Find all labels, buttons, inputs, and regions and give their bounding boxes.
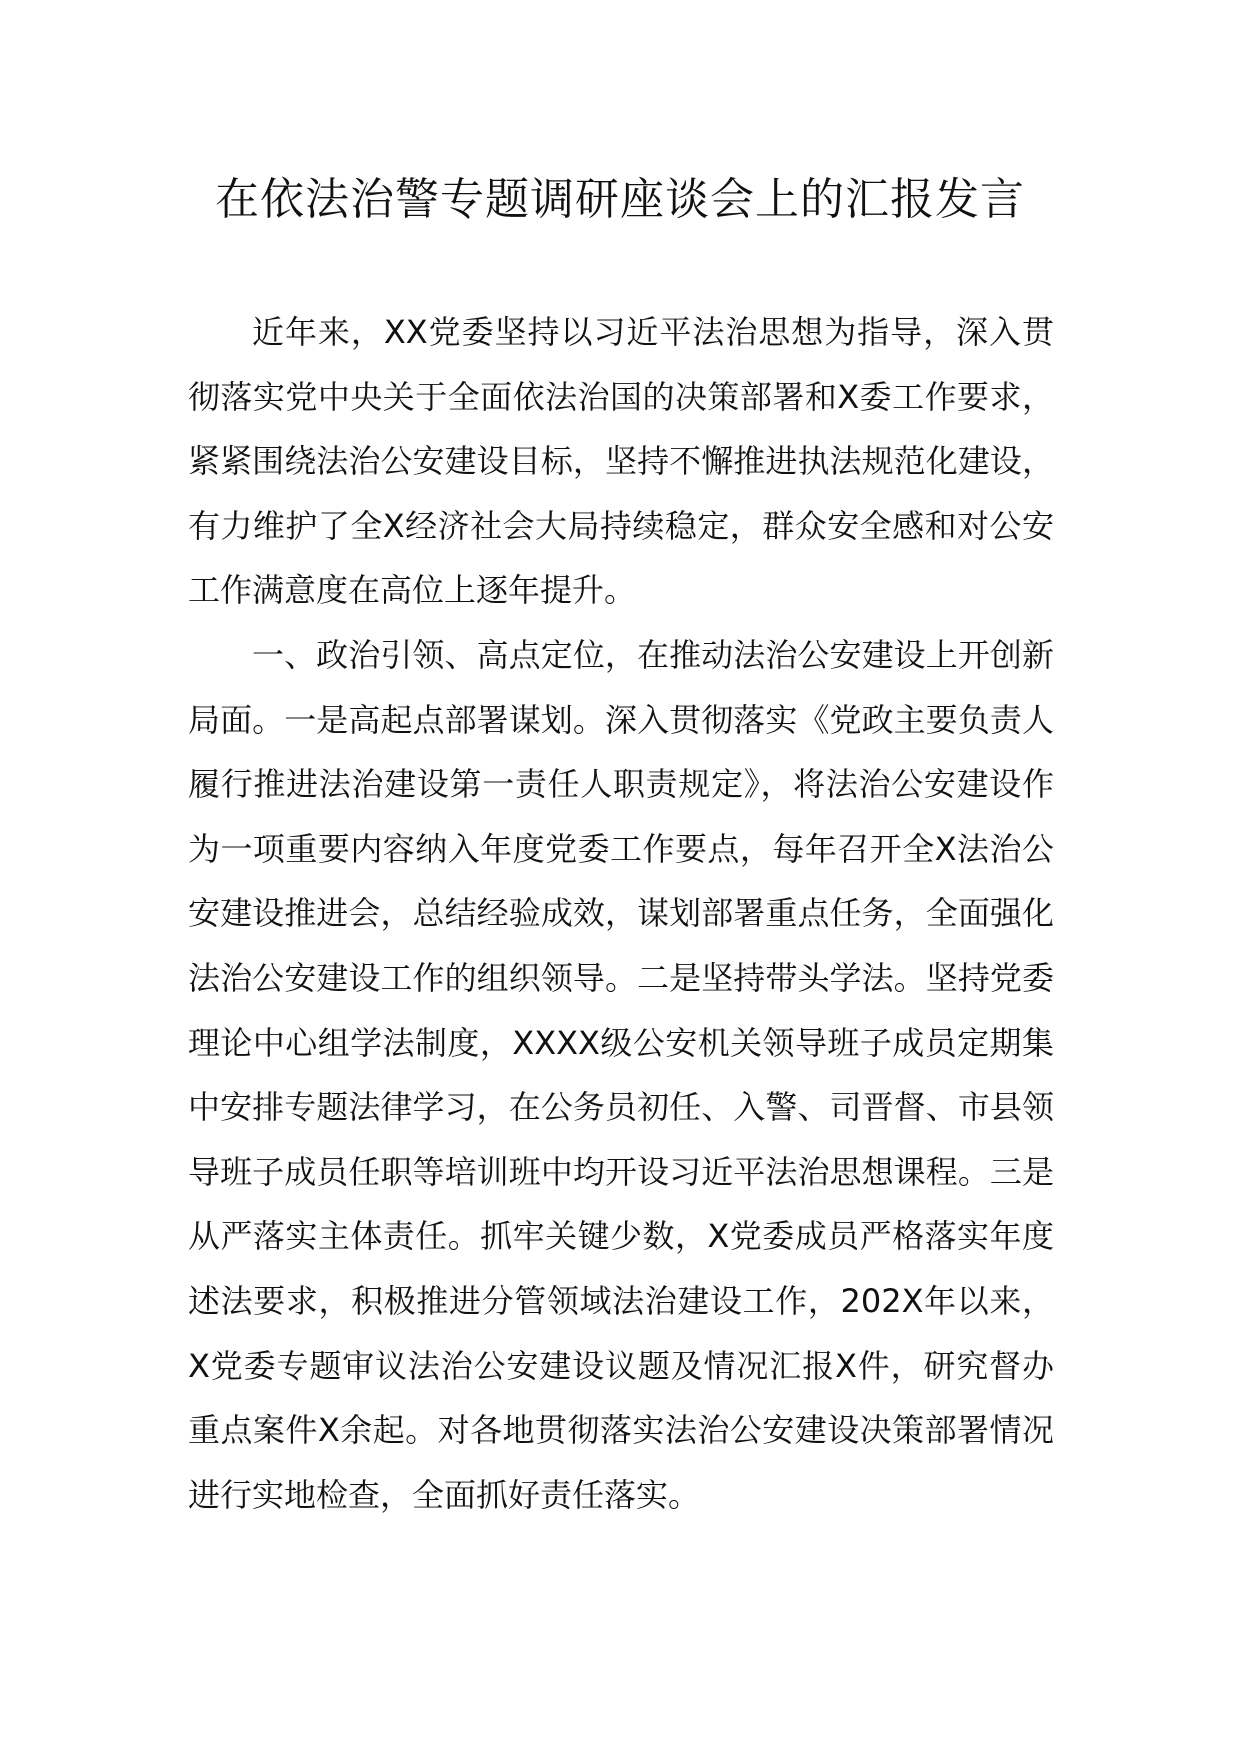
paragraph-intro: 近年来，XX党委坚持以习近平法治思想为指导，深入贯彻落实党中央关于全面依法治国的决策部署和X委工作要求，紧紧围绕法治公安建设目标，坚持不懈推进执法规范化建设，有力维护了全X经济社会大局持续稳定，群众安全感和对公安工作满意度在高位上逐年提升。 [188,313,1054,610]
document-title: 在依法治警专题调研座谈会上的汇报发言 [215,174,1025,225]
paragraph-section-one: 一、政治引领、高点定位，在推动法治公安建设上开创新局面。一是高起点部署谋划。深入贯彻落实《党政主要负责人履行推进法治建设第一责任人职责规定》，将法治公安建设作为一项重要内容纳入年度党委工作要点，每年召开全X法治公安建设推进会，总结经验成效，谋划部署重点任务，全面强化法治公安建设工作的组织领导。二是坚持带头学法。坚持党委理论中心组学法制度，XXXX级公安机关领导班子成员定期集中安排专题法律学习，在公务员初任、入警、司晋督、市县领导班子成员任职等培训班中均开设习近平法治思想课程。三是从严落实主体责任。抓牢关键少数，X党委成员严格落实年度述法要求，积极推进分管领域法治建设工作，202X年以来，X党委专题审议法治公安建设议题及情况汇报X件，研究督办重点案件X余起。对各地贯彻落实法治公安建设决策部署情况进行实地检查，全面抓好责任落实。 [188,635,1054,1514]
document-body [188,300,1054,1527]
